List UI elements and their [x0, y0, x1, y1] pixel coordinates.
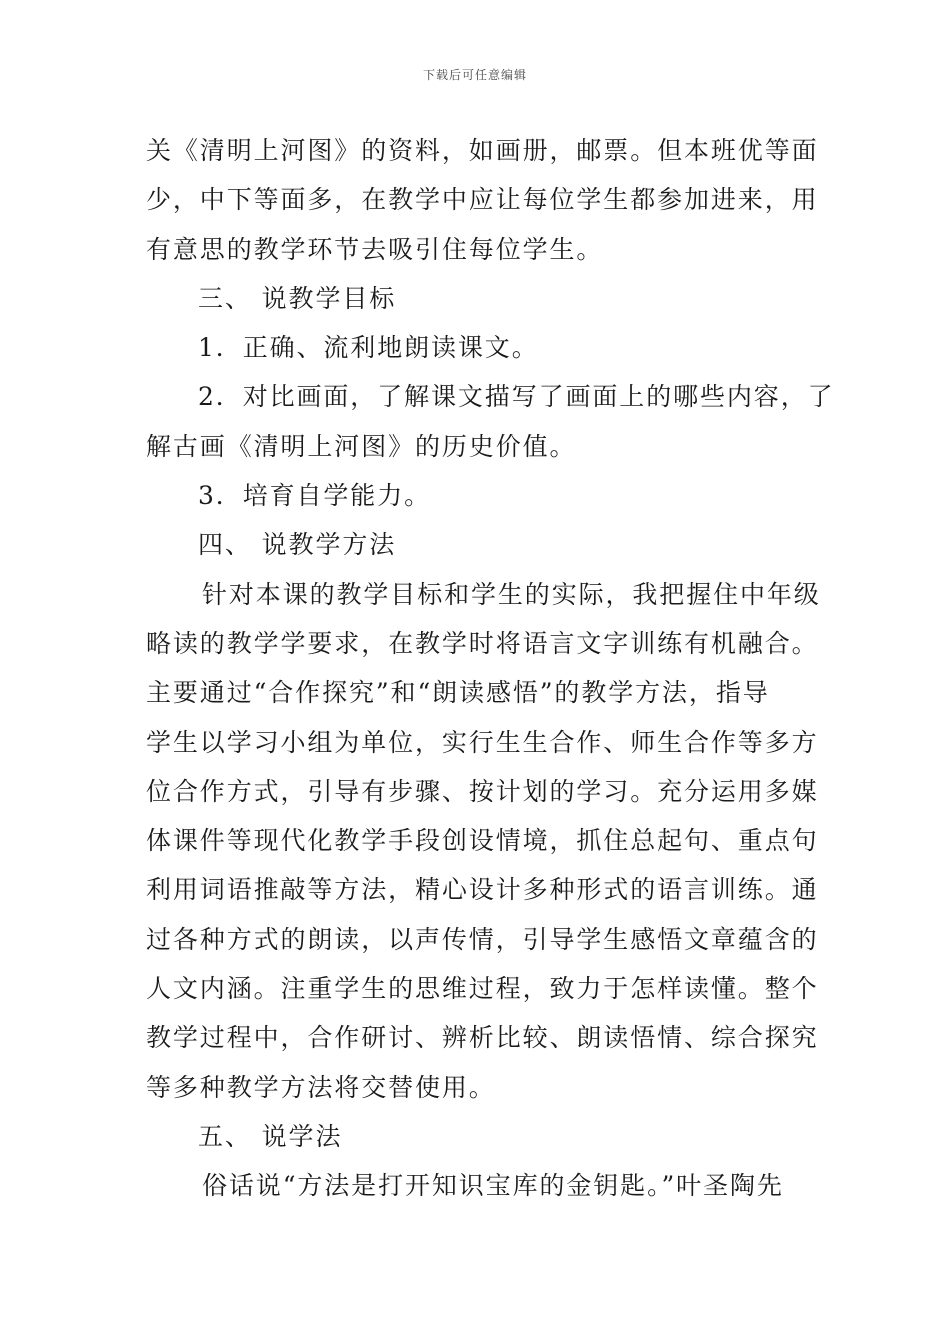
text-line: 体课件等现代化教学手段创设情境，抓住总起句、重点句 [146, 826, 819, 856]
text-line: 解古画《清明上河图》的历史价值。 [146, 431, 577, 461]
paragraph-start: 俗话说“方法是打开知识宝库的金钥匙。”叶圣陶先 [202, 1171, 784, 1201]
text-line: 有意思的教学环节去吸引住每位学生。 [146, 234, 604, 264]
paragraph-start: 针对本课的教学目标和学生的实际，我把握住中年级 [202, 579, 821, 609]
section-heading: 三、 说教学目标 [198, 283, 397, 313]
text-line: 少，中下等面多，在教学中应让每位学生都参加进来，用 [146, 185, 819, 215]
list-item: 3．培育自学能力。 [198, 481, 432, 511]
text-line: 关《清明上河图》的资料，如画册，邮票。但本班优等面 [146, 136, 819, 165]
header-note: 下载后可任意编辑 [422, 68, 527, 82]
text-line: 利用词语推敲等方法，精心设计多种形式的语言训练。通 [146, 875, 819, 905]
section-heading: 五、 说学法 [198, 1121, 343, 1151]
list-item: 1．正确、流利地朗读课文。 [198, 333, 539, 363]
text-line: 主要通过“合作探究”和“朗读感悟”的教学方法，指导 [146, 678, 770, 708]
list-item: 2．对比画面，了解课文描写了画面上的哪些内容，了 [198, 382, 835, 412]
text-line: 人文内涵。注重学生的思维过程，致力于怎样读懂。整个 [146, 974, 819, 1004]
text-line: 学生以学习小组为单位，实行生生合作、师生合作等多方 [146, 727, 819, 757]
text-line: 略读的教学学要求，在教学时将语言文字训练有机融合。 [146, 628, 819, 658]
text-line: 过各种方式的朗读，以声传情，引导学生感悟文章蕴含的 [146, 924, 819, 954]
body-text [146, 126, 835, 1211]
section-heading: 四、 说教学方法 [198, 530, 397, 560]
text-line: 等多种教学方法将交替使用。 [146, 1072, 496, 1102]
text-line: 教学过程中，合作研讨、辨析比较、朗读悟情、综合探究 [146, 1023, 819, 1053]
text-line: 位合作方式，引导有步骤、按计划的学习。充分运用多媒 [146, 776, 819, 806]
